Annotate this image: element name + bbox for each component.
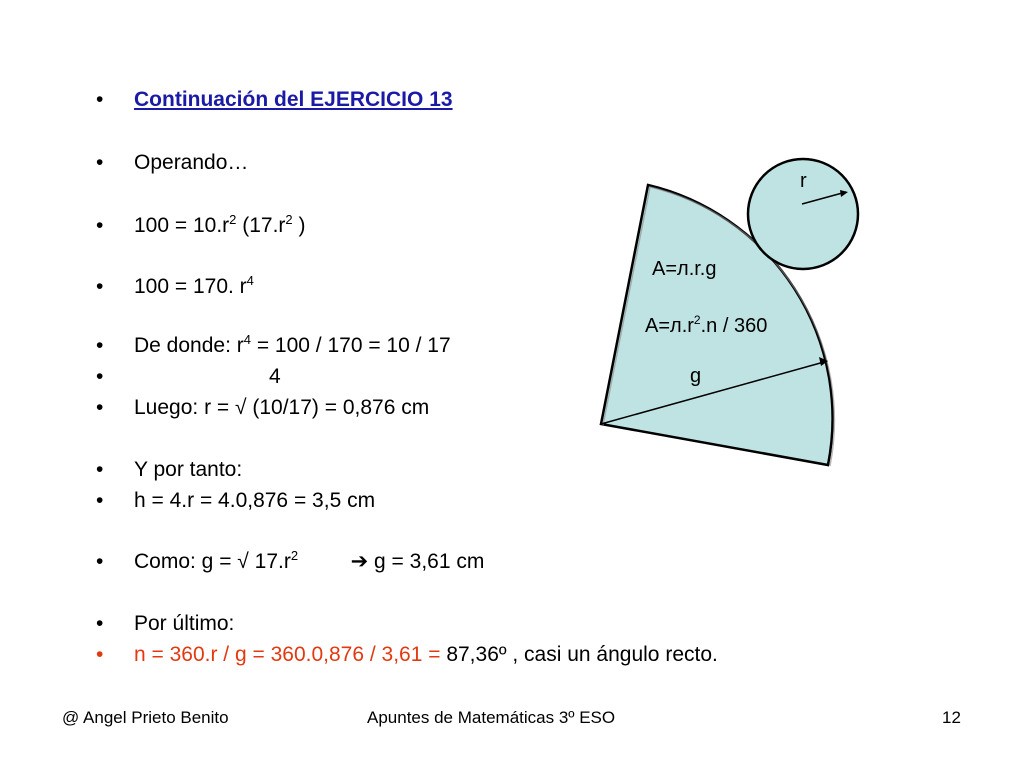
label-lateral-area: A=л.r.g xyxy=(652,258,717,280)
bullet-de-donde xyxy=(96,333,451,359)
eq2-exp: 4 xyxy=(246,273,254,288)
bullet-title xyxy=(96,87,453,113)
eq1-part: ) xyxy=(292,214,306,237)
eq1-exp: 2 xyxy=(285,212,293,227)
como-part: Como: g = √ 17.r xyxy=(134,550,291,573)
bullet-operando xyxy=(96,150,248,176)
bullet-marker: • xyxy=(96,550,104,573)
slide-title: Continuación del EJERCICIO 13 xyxy=(134,88,453,111)
como-gap xyxy=(298,550,351,573)
eq1-part: 100 = 10.r xyxy=(134,214,230,237)
bullet-marker: • xyxy=(96,334,104,357)
footer-course: Apuntes de Matemáticas 3º ESO xyxy=(367,708,616,727)
bullet-marker: • xyxy=(96,275,104,298)
cone-net-svg xyxy=(590,140,870,480)
bullet-marker: • xyxy=(96,396,104,419)
cone-development-figure xyxy=(590,140,870,480)
label-g: g xyxy=(690,365,702,387)
bullet-como xyxy=(96,549,484,575)
footer-page-number: 12 xyxy=(942,708,961,727)
root-index: 4 xyxy=(269,365,281,388)
text-operando: Operando… xyxy=(134,151,249,174)
como-exp: 2 xyxy=(290,548,299,563)
bullet-por-ultimo xyxy=(96,611,234,637)
bullet-result xyxy=(96,642,718,668)
eq2-part: 100 = 170. r xyxy=(134,275,247,298)
bullet-marker: • xyxy=(96,643,104,666)
result-formula: n = 360.r / g = 360.0,876 / 3,61 = xyxy=(134,643,447,666)
eq1-part: (17.r xyxy=(236,214,286,237)
eq1-exp: 2 xyxy=(229,212,237,227)
como-part: g = 3,61 cm xyxy=(368,550,485,573)
bullet-marker: • xyxy=(96,458,104,481)
text-luego: Luego: r = √ (10/17) = 0,876 cm xyxy=(134,396,430,419)
bullet-marker: • xyxy=(96,88,104,111)
bullet-marker: • xyxy=(96,151,104,174)
dedonde-part: De donde: r xyxy=(134,334,244,357)
bullet-marker: • xyxy=(96,214,104,237)
footer-author: @ Angel Prieto Benito xyxy=(62,708,229,727)
label-r: r xyxy=(800,170,807,192)
bullet-marker: • xyxy=(96,365,104,388)
text-y-por-tanto: Y por tanto: xyxy=(134,458,243,481)
arrow-icon: ➔ xyxy=(350,550,369,573)
bullet-h xyxy=(96,488,375,514)
bullet-marker: • xyxy=(96,612,104,635)
text-h: h = 4.r = 4.0,876 = 3,5 cm xyxy=(134,489,376,512)
bullet-root-index xyxy=(96,364,281,390)
bullet-marker: • xyxy=(96,489,104,512)
bullet-y-por-tanto xyxy=(96,457,242,483)
result-conclusion: 87,36º , casi un ángulo recto. xyxy=(446,643,718,666)
bullet-luego xyxy=(96,395,429,421)
bullet-equation-2 xyxy=(96,274,254,300)
bullet-equation-1 xyxy=(96,213,305,239)
label-sector-area: $A=л.r^2.n / 360$ xyxy=(645,313,768,337)
text-por-ultimo: Por último: xyxy=(134,612,235,635)
dedonde-exp: 4 xyxy=(243,332,251,347)
dedonde-part: = 100 / 170 = 10 / 17 xyxy=(250,334,451,357)
